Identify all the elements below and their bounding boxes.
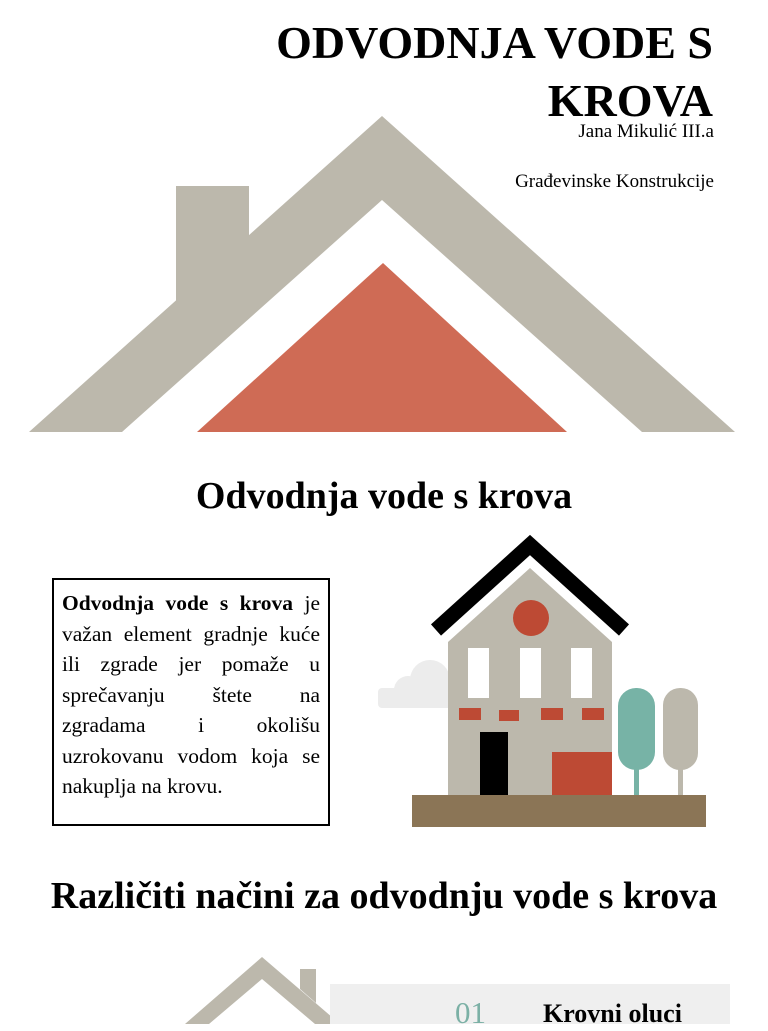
window	[571, 648, 592, 698]
flower-box	[499, 710, 519, 721]
list-item-label: Krovni oluci	[543, 999, 682, 1028]
intro-textbox	[52, 578, 330, 826]
subject-line: Građevinske Konstrukcije	[515, 171, 714, 192]
author-line: Jana Mikulić III.a	[578, 121, 714, 142]
flower-box	[582, 708, 604, 720]
flower-box	[541, 708, 563, 720]
ground	[412, 795, 706, 827]
window	[468, 648, 489, 698]
section-heading: Odvodnja vode s krova	[195, 475, 573, 517]
intro-text: je važan element gradnje kuće ili zgrade jer pomaže u sprečavanju štete na zgradama i okolišu uzrokovanu vodom koja se nakuplja na krovu.	[62, 591, 320, 798]
list-item-number: 01	[455, 995, 486, 1030]
window	[520, 648, 541, 698]
house-illustration	[370, 530, 740, 835]
garage-door	[552, 752, 612, 796]
tree-crown	[618, 688, 655, 770]
round-window	[513, 600, 549, 636]
intro-bold-text: Odvodnja vode s krova	[62, 591, 294, 615]
house-door	[480, 732, 508, 796]
page-title: ODVODNJA VODE S KROVA	[276, 17, 713, 126]
tree-crown	[663, 688, 698, 770]
small-roof-illustration	[180, 955, 340, 1024]
section-heading: Različiti načini za odvodnju vode s krova	[50, 875, 718, 917]
flower-box	[459, 708, 481, 720]
cloud-shape	[378, 660, 458, 708]
small-roof	[185, 957, 340, 1024]
